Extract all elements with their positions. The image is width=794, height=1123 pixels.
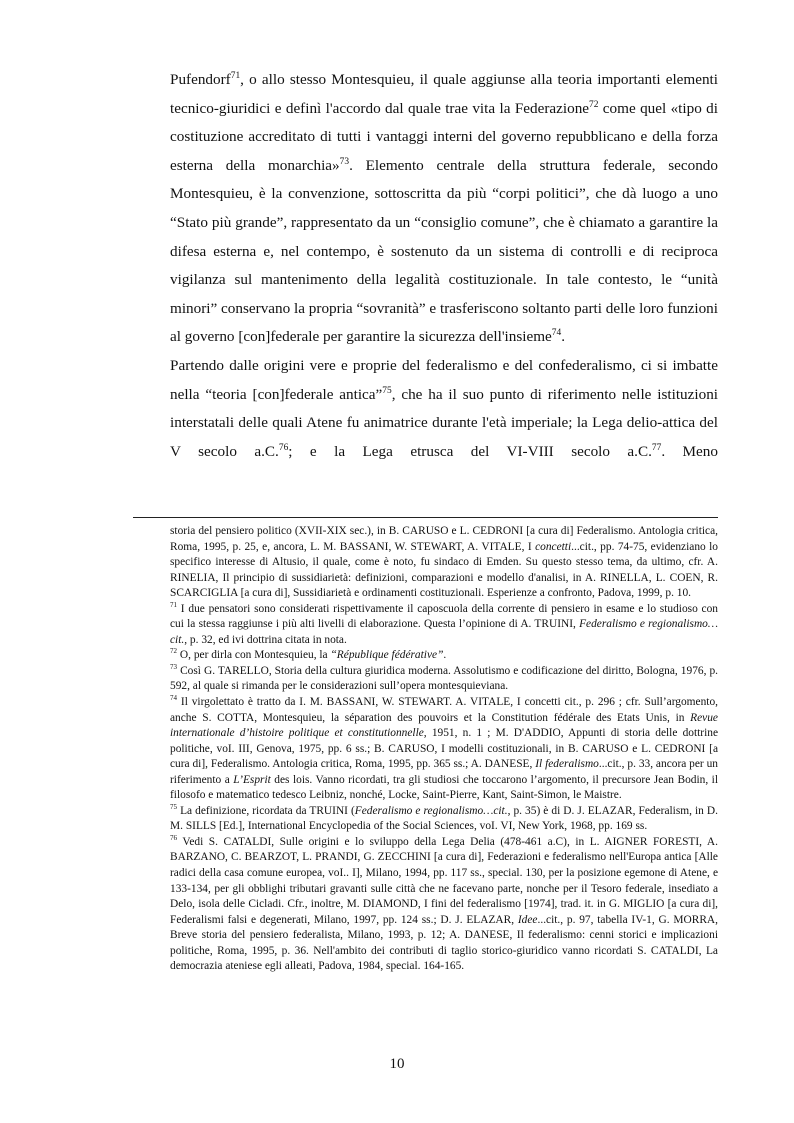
footnote-ref-77[interactable]: 77 (651, 442, 662, 453)
text-run: O, per dirla con Montesquieu, la (177, 649, 331, 662)
text-run: Così G. TARELLO, Storia della cultura giuridica moderna. Assolutismo e codificazione del diritto, Bologna, 1976, p. 592, al quale si rimanda per le considerazioni sull’opera montesquieviana. (170, 664, 718, 693)
text-run: storia del pensiero politico (XVII-XIX sec.), in B. CARUSO e L. CEDRONI [a cura di] Federalismo. Antologia critica, Roma, 1995, p. 25, e, ancora, L. M. BASSANI, W. STEWART, A. VITALE, I (170, 525, 718, 553)
italic-title: L’Esprit (233, 773, 271, 786)
footnote-ref-74[interactable]: 74 (551, 328, 562, 339)
italic-title: Idee (517, 913, 538, 926)
italic-title: Il federalismo (535, 758, 599, 771)
main-paragraph-2 (170, 352, 718, 466)
italic-title: Revue internationale d’histoire politique et constitutionnelle, (170, 711, 718, 740)
footnote-number: 75 (170, 803, 178, 812)
footnote-number: 73 (170, 663, 178, 672)
footnote-76 (170, 835, 718, 975)
text-run: 1951, n. 1 ; M. D'ADDIO, Appunti di storia delle dottrine politiche, voI. III, Genova, 1975, pp. 6 ss.; B. CARUSO, I modelli costituzionali, in B. CARUSO e L. CEDRONI [a cura di], Federalismo. Antologia critica, Roma, 1995, pp. 365 ss.; A. DANESE, (170, 727, 718, 771)
text-run: ; e la Lega etrusca del VI-VIII secolo a.C. (288, 442, 652, 460)
text-run: Il virgolettato è tratto da I. M. BASSANI, W. STEWART. A. VITALE, I concetti cit., p. 296 ; cfr. Sull’argomento, anche S. COTTA, Montesquieu, la séparation des pouvoirs et la Constitution fédérale des Etats Unis, in (170, 696, 718, 724)
text-run: , o allo stesso Montesquieu, il quale aggiunse alla teoria importanti elementi tecnico-giuridici e definì l'accordo dal quale trae vita la Federazione (170, 71, 718, 117)
italic-title: Federalismo e regionalismo…cit. (170, 618, 718, 646)
footnote-number: 74 (170, 694, 178, 703)
main-text (170, 66, 718, 466)
italic-title: “République fédérative” (330, 649, 444, 662)
footnote-number: 76 (170, 834, 178, 843)
text-run: Partendo dalle origini vere e proprie del federalismo e del confederalismo, ci si imbatte nella “teoria [con]federale antica” (170, 356, 718, 403)
text-run: . Elemento centrale della struttura federale, secondo Montesquieu, è la convenzione, sottoscritta da più “corpi politici”, che dà luogo a uno “Stato più grande”, rappresentato da un “consiglio comune”, che è chiamato a garantire la difesa esterna e, nel contempo, è sostenuto da un sistema di controlli e di reciproca vigilanza sul mantenimento della legalità costituzionale. In tale contesto, le “unità minori” conservano la propria “sovranità” e trasferiscono soltanto parti delle loro funzioni al governo [con]federale per garantire la sicurezza dell'insieme (170, 156, 718, 346)
footnote-ref-76[interactable]: 76 (278, 442, 289, 453)
text-run: , che ha il suo punto di riferimento nelle istituzioni interstatali delle quali Atene fu animatrice durante l'età imperiale; la Lega delio-attica del V secolo a.C. (170, 385, 719, 460)
footnotes (170, 524, 718, 975)
footnote-ref-71[interactable]: 71 (230, 70, 241, 81)
text-run: . (443, 649, 447, 662)
footnote-number: 72 (170, 647, 178, 656)
footnote-continuation (170, 524, 718, 602)
footnote-number: 71 (170, 600, 178, 609)
footnote-72 (170, 648, 718, 664)
text-run: Vedi S. CATALDI, Sulle origini e lo sviluppo della Lega Delia (478-461 a.C), in L. AIGNER FORESTI, A. BARZANO, C. BEARZOT, L. PRANDI, G. ZECCHINI [a cura di], Federazioni e federalismo nell'Europa antica [Alle radici della casa comune europea, voI.. I], Milano, 1994, pp. 117 ss., special. 130, per la posizione egemone di Atene, e 133-134, per gli obblighi tributari gravanti sulle città che ne facevano parte, nonche per il Tesoro federale, insediato a Delo, isola delle Cicladi. Cfr., inoltre, M. DIAMOND, I fini del federalismo [1974], trad. it. in G. MIGLIO [a cura di], Federalismi falsi e degenerati, Milano, 1997, pp. 124 ss.; D. J. ELAZAR, (170, 835, 718, 926)
text-run: , p. 32, ed ivi dottrina citata in nota. (184, 633, 347, 646)
footnote-separator (133, 517, 718, 518)
text-run: , p. 35) è di D. J. ELAZAR, Federalism, in D. M. SILLS [Ed.], International Encyclopedia of the Social Sciences, voI. VI, New York, 1968, pp. 169 ss. (170, 804, 718, 833)
footnote-ref-72[interactable]: 72 (589, 99, 599, 110)
page-number: 10 (389, 1056, 405, 1072)
italic-title: concetti (535, 540, 572, 553)
text-run: Pufendorf (170, 71, 231, 88)
text-run: I due pensatori sono considerati rispettivamente il caposcuola della corrente di pensiero in esame e lo studioso con cui la stessa raggiunse i più alti livelli di elaborazione. Questa l’opinione di A. TRUINI, (170, 602, 718, 631)
footnote-73 (170, 664, 718, 695)
text-run: La definizione, ricordata da TRUINI ( (177, 804, 355, 817)
footnote-75 (170, 804, 718, 835)
text-run: . Meno (661, 442, 718, 460)
main-paragraph-1 (170, 66, 718, 352)
text-run: ...cit., pp. 74-75, evidenziano lo specifico interesse di Altusio, il quale, come è noto, fu sindaco di Emden. Su questo stesso tema, da ultimo, cfr. A. RINELIA, Il principio di sussidiarietà: definizioni, comparazioni e modello d'analisi, in A. RINELLA, L. COEN, R. SCARCIGLIA [a cura di], Sussidiarietà e ordinamenti costituzionali. Esperienze a confronto, Padova, 1999, p. 10. (170, 540, 718, 600)
footnote-74 (170, 695, 718, 804)
text-run: des lois. Vanno ricordati, tra gli studiosi che toccarono l’argomento, il precursore Jean Bodin, il filosofo e matematico tedesco Leibniz, nonché, Locke, Saint-Pierre, Kant, Saint-Simon, le Maistre. (170, 773, 718, 802)
footnote-71 (170, 602, 718, 649)
text-run: . (561, 328, 565, 346)
text-run: come quel «tipo di costituzione accreditato di tutti i vantaggi interni del governo repubblicano e della forza esterna della monarchia» (170, 99, 718, 174)
text-run: ...cit., p. 97, tabella IV-1, G. MORRA, Breve storia del pensiero federalista, Milano, 1993, p. 12; A. DANESE, Il federalismo: cenni storici e implicazioni politiche, Roma, 1995, p. 36. Nell'ambito dei contributi di taglio storico-giuridico vanno ricordati S. CATALDI, La democrazia ateniese egli alleati, Padova, 1984, special. 164-165. (170, 913, 718, 973)
footnote-ref-73[interactable]: 73 (339, 156, 350, 167)
text-run: ...cit., p. 33, ancora per un riferimento a (170, 758, 718, 786)
footnote-ref-75[interactable]: 75 (382, 385, 392, 396)
italic-title: Federalismo e regionalismo…cit. (354, 804, 508, 817)
